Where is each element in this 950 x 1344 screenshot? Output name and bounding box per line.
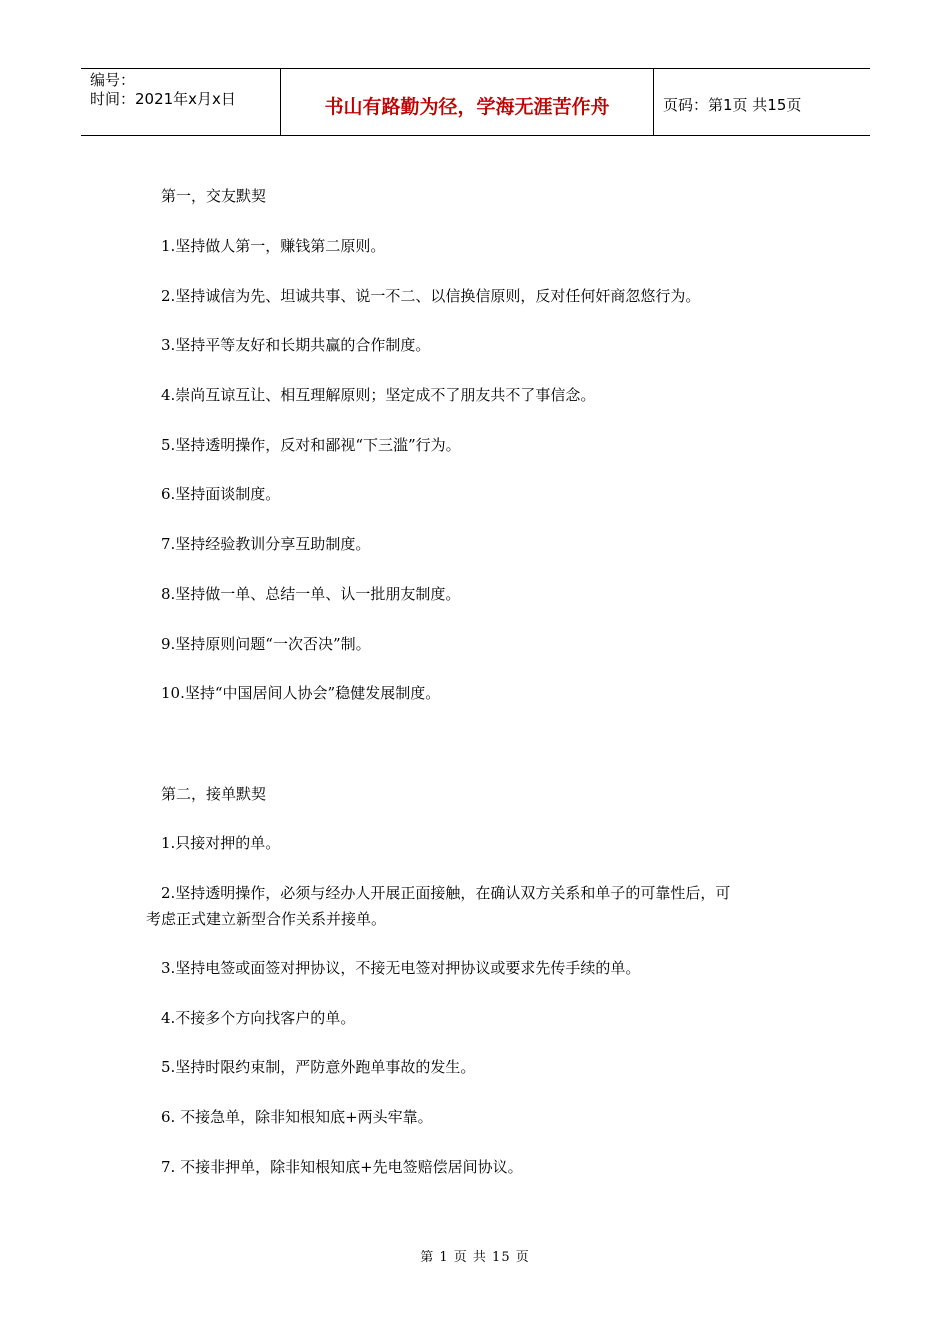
section1-item-1: 1.坚持做人第一，赚钱第二原则。 — [161, 237, 386, 255]
section2-item-7: 7. 不接非押单，除非知根知底+先电签赔偿居间协议。 — [161, 1158, 523, 1176]
section1-item-5: 5.坚持透明操作，反对和鄙视“下三滥”行为。 — [161, 436, 461, 454]
section1-item-10: 10.坚持“中国居间人协会”稳健发展制度。 — [161, 684, 441, 702]
section1-title: 第一，交友默契 — [161, 187, 267, 205]
page-header — [81, 68, 870, 136]
section1-item-3: 3.坚持平等友好和长期共赢的合作制度。 — [161, 336, 431, 354]
section1-item-4: 4.崇尚互谅互让、相互理解原则；坚定成不了朋友共不了事信念。 — [161, 386, 596, 404]
section1-item-7: 7.坚持经验教训分享互助制度。 — [161, 535, 371, 553]
header-motto: 书山有路勤为径，学海无涯苦作舟 — [281, 69, 654, 135]
page-footer: 第 1 页 共 15 页 — [420, 1250, 530, 1265]
header-meta — [81, 69, 281, 135]
section2-item-6: 6. 不接急单，除非知根知底+两头牢靠。 — [161, 1108, 433, 1126]
number-label: 编号： — [90, 71, 136, 89]
section2-item-2-continued: 考虑正式建立新型合作关系并接单。 — [146, 910, 387, 928]
section1-item-2: 2.坚持诚信为先、坦诚共事、说一不二、以信换信原则，反对任何奸商忽悠行为。 — [161, 287, 701, 305]
section1-item-9: 9.坚持原则问题“一次否决”制。 — [161, 635, 371, 653]
section2-item-4: 4.不接多个方向找客户的单。 — [161, 1009, 356, 1027]
section2-item-5: 5.坚持时限约束制，严防意外跑单事故的发生。 — [161, 1058, 476, 1076]
section2-item-2: 2.坚持透明操作，必须与经办人开展正面接触，在确认双方关系和单子的可靠性后，可 — [161, 884, 731, 902]
section1-item-8: 8.坚持做一单、总结一单、认一批朋友制度。 — [161, 585, 461, 603]
header-page-info: 页码：第1页 共15页 — [663, 95, 802, 114]
time-label: 时间：2021年x月x日 — [90, 90, 236, 108]
section1-item-6: 6.坚持面谈制度。 — [161, 485, 281, 503]
section2-item-3: 3.坚持电签或面签对押协议，不接无电签对押协议或要求先传手续的单。 — [161, 959, 641, 977]
section2-item-1: 1.只接对押的单。 — [161, 834, 281, 852]
section2-title: 第二，接单默契 — [161, 785, 267, 803]
